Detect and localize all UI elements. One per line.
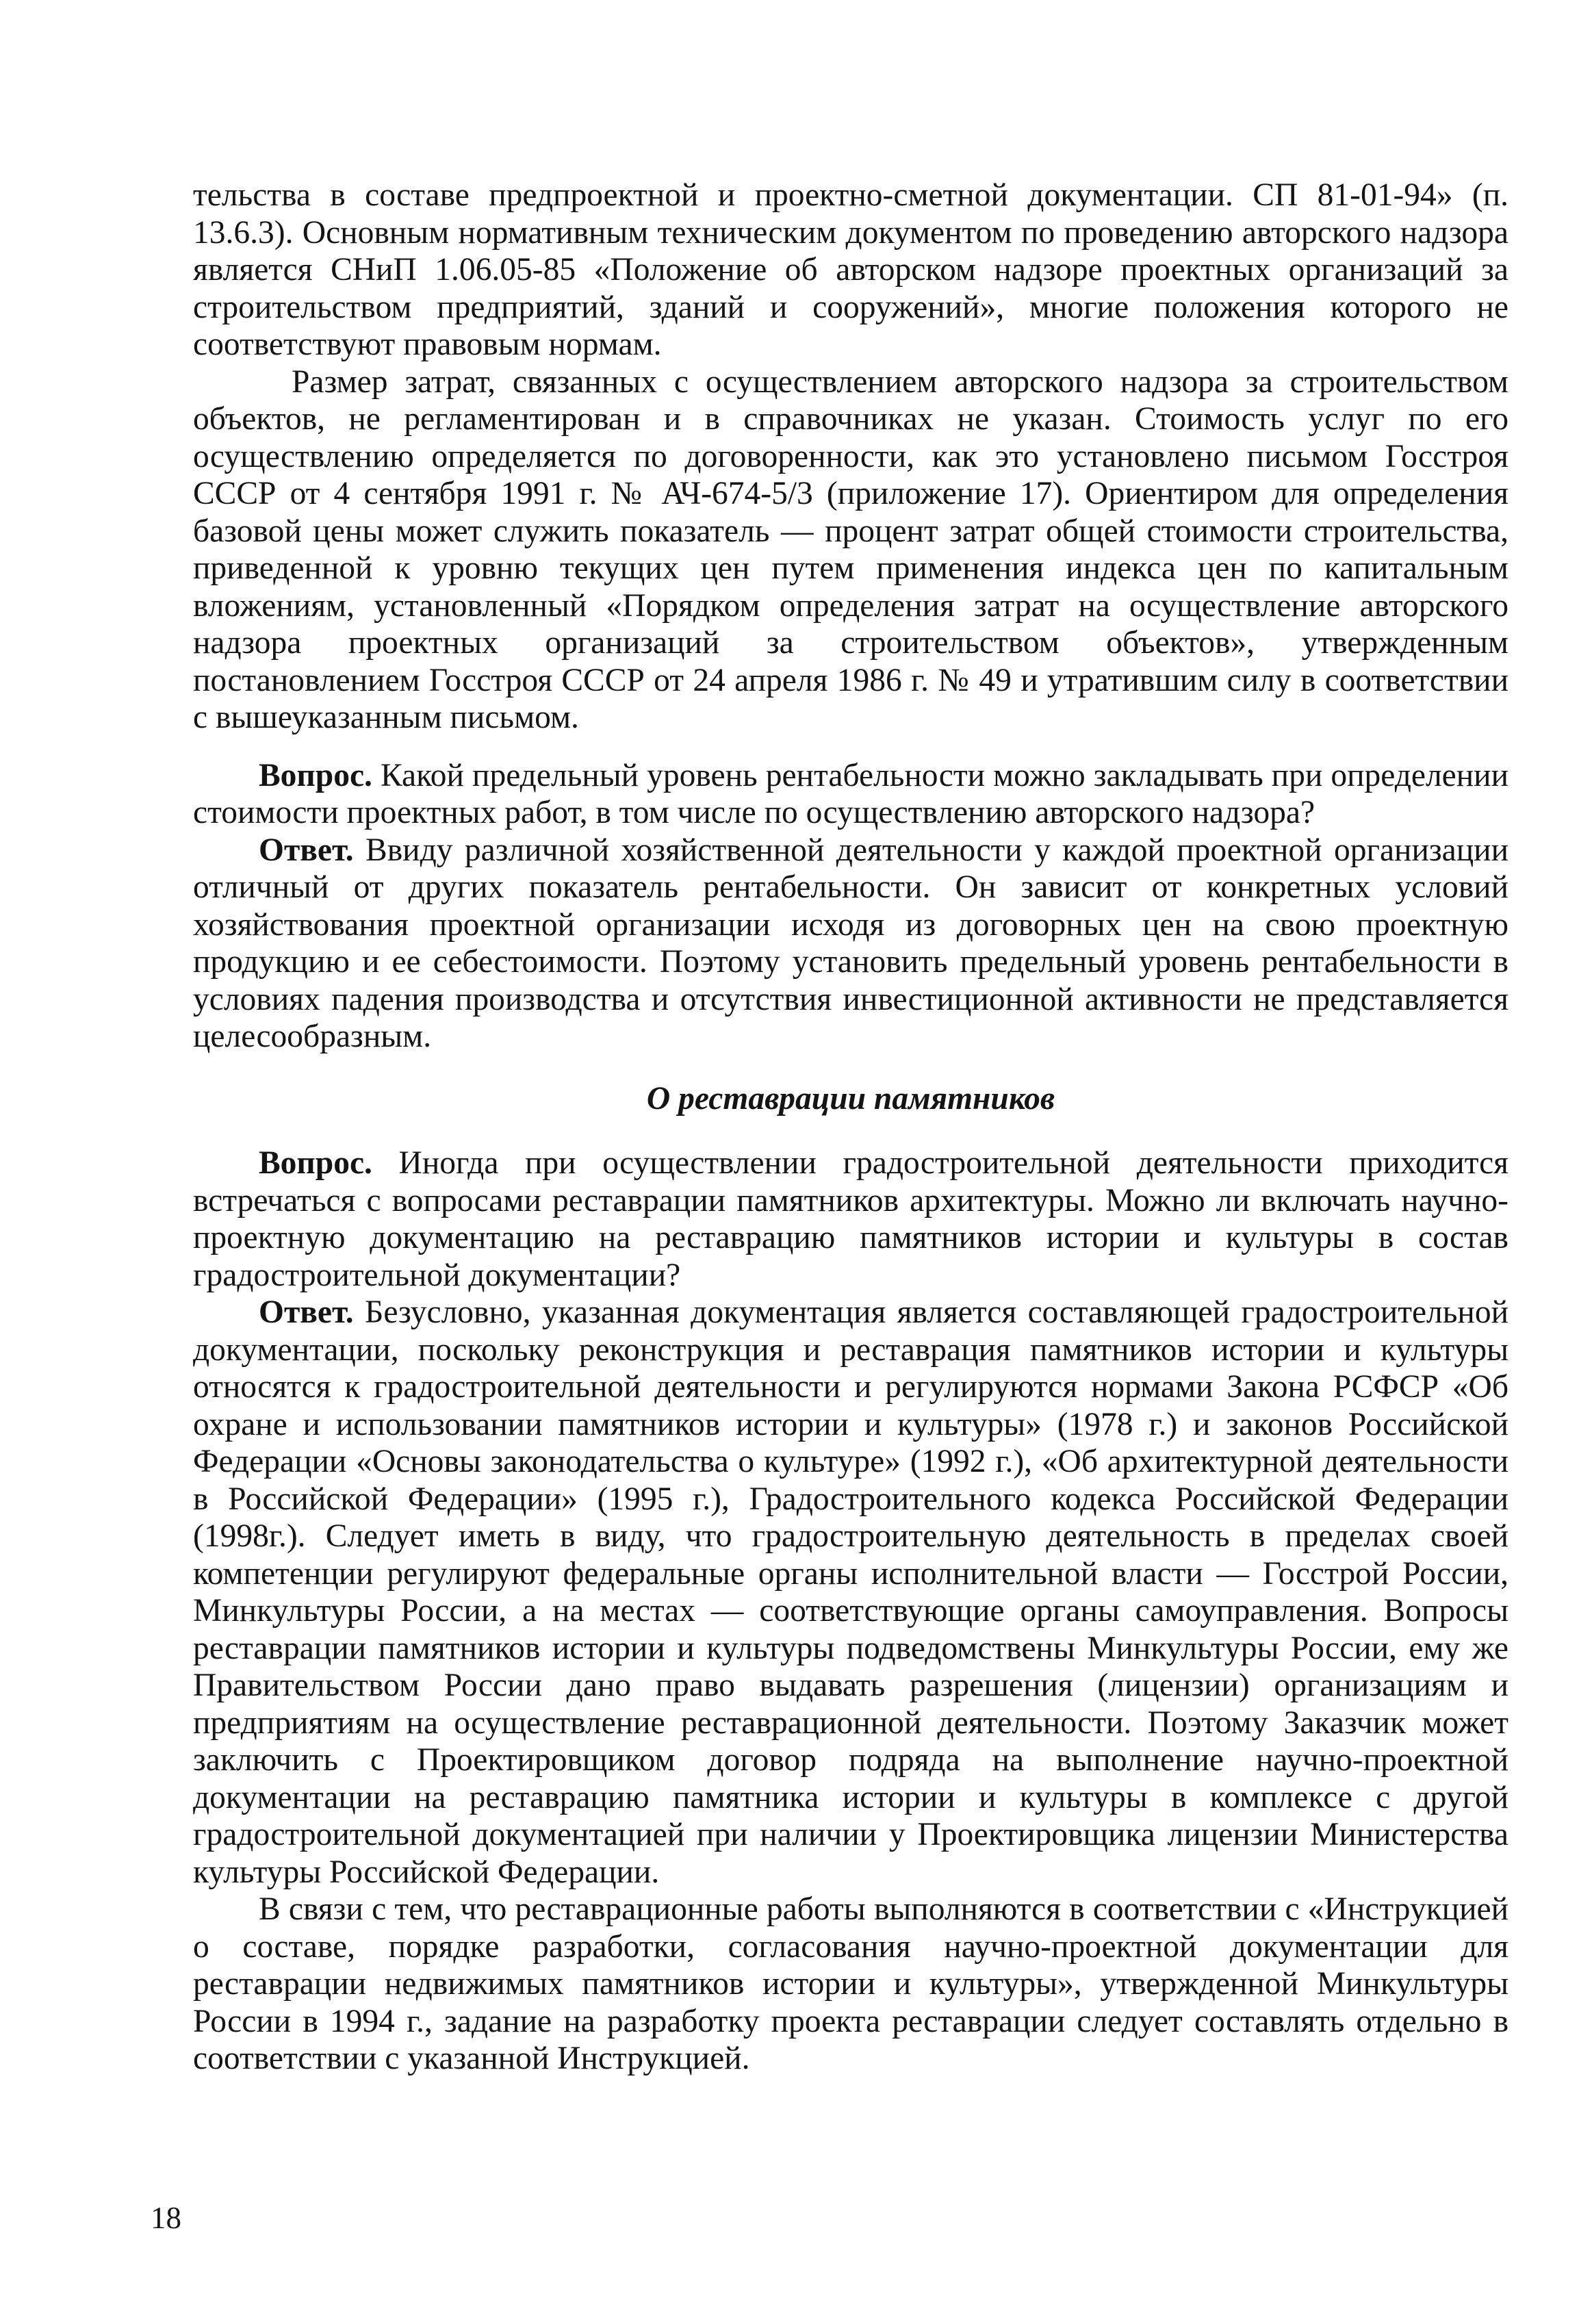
question-restoration bbox=[193, 1145, 1508, 1294]
answer-label: Ответ. bbox=[259, 832, 354, 868]
body-text bbox=[193, 177, 1508, 2078]
answer-text: Безусловно, указанная документация является составляющей градостроительной документации, поскольку реконструкция и реставрация памятников истории и культуры относятся к градостроительной деятельности и регулируются нормами Закона РСФСР «Об охране и использовании памятников истории и культуры» (1978 г.) и законов Российской Федерации «Основы законодательства о культуре» (1992 г.), «Об архитектурной деятельности в Российской Федерации» (1995 г.), Градостроительного кодекса Российской Федерации (1998г.). Следует иметь в виду, что градостроительную деятельность в пределах своей компетенции регулируют федеральные органы исполнительной власти — Госстрой России, Минкультуры России, а на местах — соответствующие органы самоуправления. Вопросы реставрации памятников истории и культуры подведомствены Минкультуры России, ему же Правительством России дано право выдавать разрешения (лицензии) организациям и предприятиям на осуществление реставрационной деятельности. Поэтому Заказчик может заключить с Проектировщиком договор подряда на выполнение научно-проектной документации на реставрацию памятника истории и культуры в комплексе с другой градостроительной документацией при наличии у Проектировщика лицензии Министерства культуры Российской Федерации. bbox=[193, 1294, 1508, 1890]
answer-label: Ответ. bbox=[259, 1294, 354, 1330]
question-label: Вопрос. bbox=[259, 1145, 372, 1181]
paragraph-supervision-costs: Размер затрат, связанных с осуществлением авторского надзора за строительством объектов, не регламентирован и в справочниках не указан. Стоимость услуг по его осуществлению определяется по договоренности, как это установлено письмом Госстроя СССР от 4 сентября 1991 г. № АЧ-674-5/3 (приложение 17). Ориентиром для определения базовой цены может служить показатель — процент затрат общей стоимости строительства, приведенной к уровню текущих цен путем применения индекса цен по капитальным вложениям, установленный «Порядком определения затрат на осуществление авторского надзора проектных организаций за строительством объектов», утвержденным постановлением Госстроя СССР от 24 апреля 1986 г. № 49 и утратившим силу в соответствии с вышеуказанным письмом. bbox=[193, 363, 1508, 735]
question-profitability bbox=[193, 757, 1508, 832]
paragraph-intro-continuation: тельства в составе предпроектной и проектно-сметной документации. СП 81-01-94» (п. 13.6.3). Основным нормативным техническим документом по проведению авторского надзора является СНиП 1.06.05-85 «Положение об авторском надзоре проектных организаций за строительством предприятий, зданий и сооружений», многие положения которого не соответствуют правовым нормам. bbox=[193, 177, 1508, 362]
section-heading-restoration: О реставрации памятников bbox=[646, 1080, 1055, 1116]
answer-restoration bbox=[193, 1294, 1508, 1891]
page-number: 18 bbox=[151, 2201, 181, 2235]
question-text: Иногда при осуществлении градостроительной деятельности приходится встречаться с вопросами реставрации памятников архитектуры. Можно ли включать научно-проектную документацию на реставрацию памятников истории и культуры в состав градостроительной документации? bbox=[193, 1145, 1508, 1293]
answer-text: Ввиду различной хозяйственной деятельности у каждой проектной организации отличный от других показатель рентабельности. Он зависит от конкретных условий хозяйствования проектной организации исходя из договорных цен на свою проектную продукцию и ее себестоимости. Поэтому установить предельный уровень рентабельности в условиях падения производства и отсутствия инвестиционной активности не представляется целесообразным. bbox=[193, 832, 1508, 1054]
question-text: Какой предельный уровень рентабельности можно закладывать при определении стоимости проектных работ, в том числе по осуществлению авторского надзора? bbox=[193, 757, 1508, 830]
question-label: Вопрос. bbox=[259, 757, 372, 793]
answer-profitability bbox=[193, 832, 1508, 1056]
paragraph-restoration-instruction: В связи с тем, что реставрационные работы выполняются в соответствии с «Инструкцией о составе, порядке разработки, согласования научно-проектной документации для реставрации недвижимых памятников истории и культуры», утвержденной Минкультуры России в 1994 г., задание на разработку проекта реставрации следует составлять отдельно в соответствии с указанной Инструкцией. bbox=[193, 1891, 1508, 2076]
